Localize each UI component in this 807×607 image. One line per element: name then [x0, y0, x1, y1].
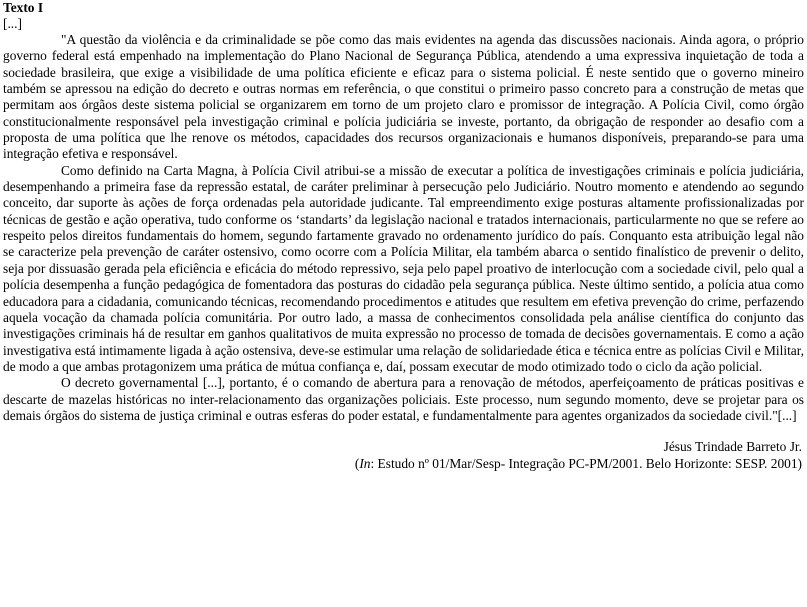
citation-rest: : Estudo nº 01/Mar/Sesp- Integração PC-PM/2001. Belo Horizonte: SESP. 2001) — [370, 456, 802, 472]
paragraph-1: "A questão da violência e da criminalidade se põe como das mais evidentes na agenda das discussões nacionais. Ainda agora, o próprio governo federal está empenhado na implementação do Plano Nacional de Segurança Pública, atendendo a uma expressiva inquietação de toda a sociedade brasileira, que exige a visibilidade de uma política eficiente e eficaz para o sistema policial. É neste sentido que o governo mineiro também se apressou na edição do decreto e outras normas em referência, o que constitui o primeiro passo concreto para a construção de metas que permitam aos órgãos deste sistema policial se organizarem em torno de um projeto claro e promissor de integração. A Polícia Civil, como órgão constitucionalmente responsável pela investigação criminal e polícia judiciária se investe, portanto, da obrigação de responder ao desafio com a proposta de uma política que lhe renove os métodos, capacidades dos recursos organizacionais e humanos disponíveis, preparando-se para uma integração efetiva e responsável. — [3, 32, 804, 162]
source-citation: (In: Estudo nº 01/Mar/Sesp- Integração PC-PM/2001. Belo Horizonte: SESP. 2001) — [354, 456, 802, 472]
spacer — [3, 424, 804, 438]
opening-ellipsis: [...] — [3, 16, 22, 31]
paragraph-3: O decreto governamental [...], portanto, é o comando de abertura para a renovação de métodos, aperfeiçoamento de práticas positivas e descarte de mazelas históricas no inter-relacionamento das organizações policiais. Este processo, num segundo momento, deve se projetar para os demais órgãos do sistema de justiça criminal e outras esferas do poder estatal, e fundamentalmente para agentes organizados da sociedade civil."[...] — [3, 375, 804, 423]
author-name: Jésus Trindade Barreto Jr. — [663, 439, 802, 455]
citation-in: In — [359, 456, 371, 472]
text-title: Texto I — [3, 0, 44, 15]
paragraph-2: Como definido na Carta Magna, à Polícia Civil atribui-se a missão de executar a política de investigações criminais e polícia judiciária, desempenhando a primeira fase da repressão estatal, de caráter preliminar à persecução pelo Judiciário. Noutro momento e atendendo ao segundo conceito, dar suporte às ações de força ordenadas pela autoridade judicante. Tal empreendimento exige posturas altamente profissionalizadas por técnicas de gestão e ação operativa, tudo conforme os ‘standarts’ da legislação nacional e tratados internacionais, particularmente no que se refere ao respeito pelos direitos fundamentais do homem, segundo fartamente gravado no ordenamento jurídico do país. Conquanto esta atribuição legal não se caracterize pela prevenção de caráter ostensivo, como ocorre com a Polícia Militar, ela também abarca o sentido finalístico de prevenir o delito, seja por dissuasão gerada pela eficiência e eficácia do método repressivo, seja pelo papel proativo de interlocução com a sociedade civil, pelo qual a polícia desempenha a função pedagógica de fomentadora das posturas do cidadão pela segurança pública. Neste último sentido, a polícia atua como educadora para a cidadania, comunicando técnicas, recomendando procedimentos e atitudes que resultem em efetiva prevenção do crime, perfazendo aquela vocação da chamada polícia comunitária. Por outro lado, a massa de conhecimentos consolidada pela análise científica do conjunto das investigações criminais há de resultar em ganhos qualitativos de muita expressão no processo de tomada de decisões governamentais. E como a ação investigativa está intimamente ligada à ação ostensiva, deve-se estimular uma relação de solidariedade ética e técnica entre as polícias Civil e Militar, de modo a que ambas protagonizem uma prática de mútua confiança e, daí, possam executar de modo otimizado todo o ciclo da ação policial. — [3, 162, 804, 374]
